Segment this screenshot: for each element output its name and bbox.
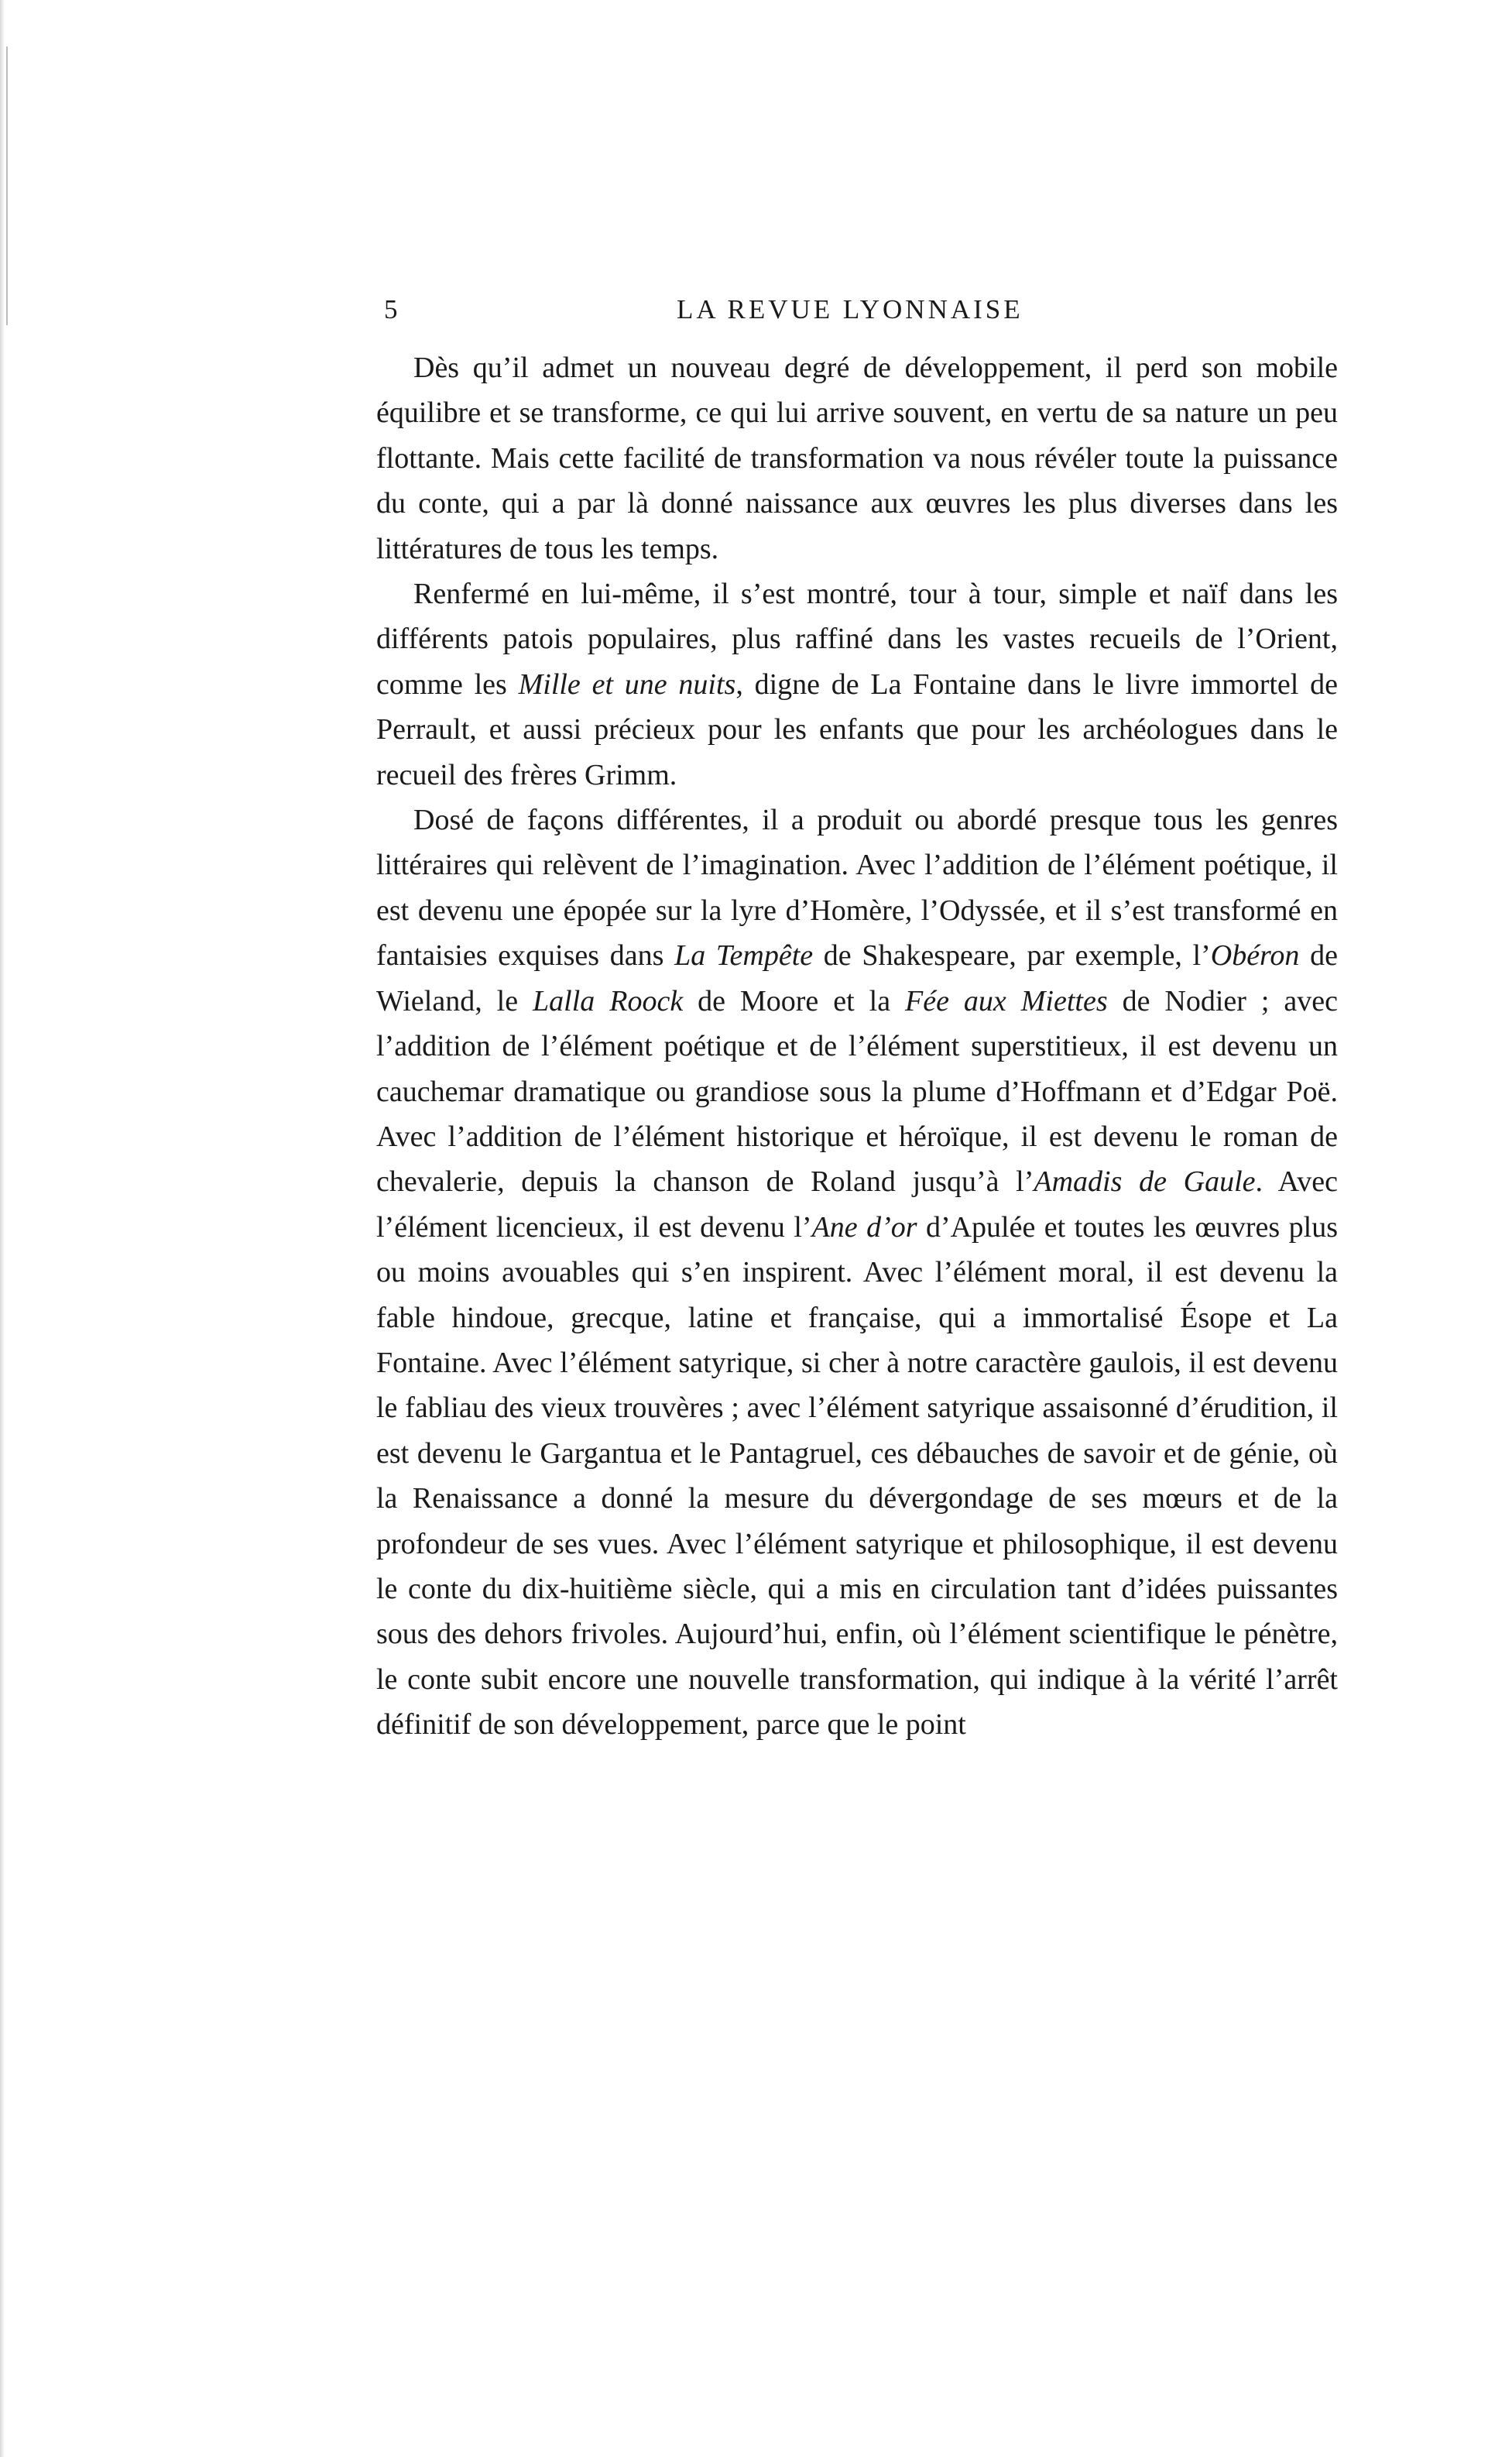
scan-edge-mark [6, 46, 8, 325]
italic-title: La Tempête [674, 939, 814, 973]
paragraph-text: de Shakespeare, par exemple, l’ [813, 939, 1211, 973]
italic-title: Obéron [1210, 939, 1300, 973]
paragraph-1 [376, 345, 1338, 571]
article-body [376, 345, 1338, 1748]
paragraph-text: , digne de La Fontaine dans le livre immortel de Perrault, et aussi précieux pour les enfants que pour les archéologues dans le recueil des frères Grimm. [376, 667, 1338, 791]
paragraph-text: de Wieland, le [376, 939, 1338, 1017]
paragraph-text: de Moore et la [683, 984, 906, 1017]
paragraph-text: de Nodier ; avec l’addition de l’élément poétique et de l’élément superstitieux, il est devenu un cauchemar dramatique ou grandiose sous la plume d’Hoffmann et d’Edgar Poë. Avec l’addition de l’élément historique et héroïque, il est devenu le roman de chevalerie, depuis la chanson de Roland jusqu’à l’ [376, 984, 1338, 1199]
italic-title: Amadis de Gaule [1034, 1165, 1256, 1199]
paragraph-text: Dosé de façons différentes, il a produit ou abordé presque tous les genres littéraires qui relèvent de l’imagination. Avec l’addition de l’élément poétique, il est devenu une épopée sur la lyre d’Homère, l’Odyssée, et il s’est transformé en fantaisies exquises dans [376, 804, 1338, 973]
italic-title: Lalla Roock [533, 984, 684, 1017]
paragraph-text: d’Apulée et toutes les œuvres plus ou moins avouables qui s’en inspirent. Avec l’élément moral, il est devenu la fable hindoue, grecque, latine et française, qui a immortalisé Ésope et La Fontaine. Avec l’élément satyrique, si cher à notre caractère gaulois, il est devenu le fabliau des vieux trouvères ; avec l’élément satyrique assaisonné d’érudition, il est devenu le Gargantua et le Pantagruel, ces débauches de savoir et de génie, où la Renaissance a donné la mesure du dévergondage de ses mœurs et de la profondeur de ses vues. Avec l’élément satyrique et philosophique, il est devenu le conte du dix-huitième siècle, qui a mis en circulation tant d’idées puissantes sous des dehors frivoles. Aujourd’hui, enfin, où l’élément scientifique le pénètre, le conte subit encore une nouvelle transformation, qui indique à la vérité l’arrêt définitif de son développement, parce que le point [376, 1210, 1338, 1742]
document-page [376, 294, 1338, 1748]
italic-title: Ane d’or [811, 1210, 917, 1244]
paragraph-text: Renfermé en lui-même, il s’est montré, tour à tour, simple et naïf dans les différents patois populaires, plus raffiné dans les vastes recueils de l’Orient, comme les [376, 578, 1338, 701]
italic-title: Fée aux Miettes [905, 984, 1108, 1017]
scan-edge [0, 0, 5, 2457]
italic-title: Mille et une nuits [518, 667, 736, 701]
journal-title: LA REVUE LYONNAISE [677, 294, 1023, 324]
running-header [376, 294, 1338, 341]
paragraph-text: . Avec l’élément licencieux, il est devenu l’ [376, 1165, 1338, 1244]
paragraph-3 [376, 798, 1338, 1748]
page-number: 5 [384, 294, 399, 324]
paragraph-text: Dès qu’il admet un nouveau degré de développement, il perd son mobile équilibre et se transforme, ce qui lui arrive souvent, en vertu de sa nature un peu flottante. Mais cette facilité de transformation va nous révéler toute la puissance du conte, qui a par là donné naissance aux œuvres les plus diverses dans les littératures de tous les temps. [376, 352, 1338, 565]
paragraph-2 [376, 571, 1338, 798]
